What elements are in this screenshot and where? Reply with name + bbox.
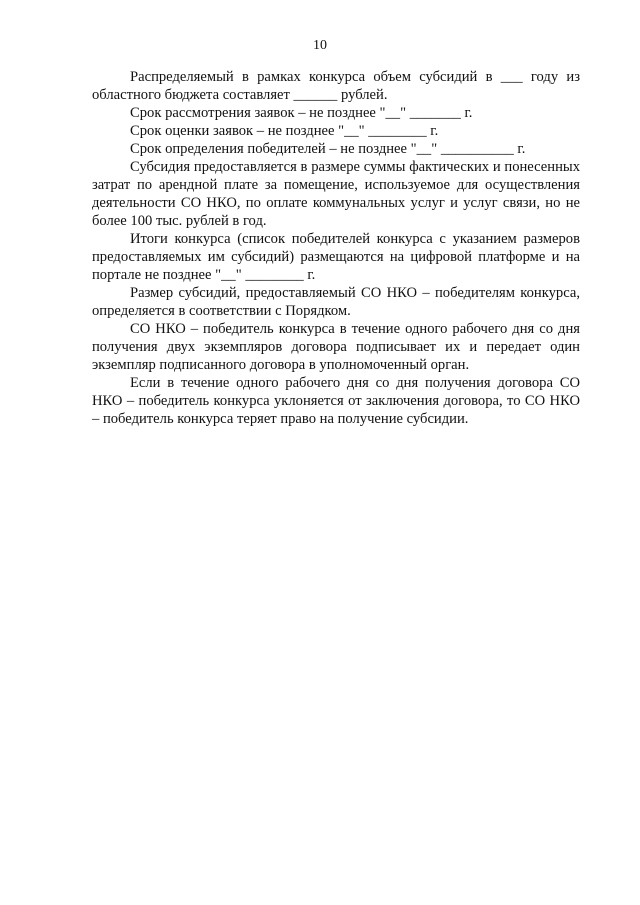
paragraph-subsidy-volume: Распределяемый в рамках конкурса объем субсидий в ___ году из областного бюджета составляет ______ рублей. <box>92 69 580 103</box>
paragraph-results-publication: Итоги конкурса (список победителей конкурса с указанием размеров предоставляемых им субсидий) размещаются на цифровой платформе и на портале не позднее "__" ________ г. <box>92 231 580 283</box>
page-number: 10 <box>313 38 327 53</box>
paragraph-winners-deadline: Срок определения победителей – не позднее "__" __________ г. <box>130 141 526 157</box>
paragraph-contract-signing: СО НКО – победитель конкурса в течение одного рабочего дня со дня получения двух экземпляров договора подписывает их и передает один экземпляр подписанного договора в уполномоченный орган. <box>92 321 580 373</box>
paragraph-subsidy-size: Размер субсидий, предоставляемый СО НКО – победителям конкурса, определяется в соответствии с Порядком. <box>92 285 580 319</box>
paragraph-evaluation-deadline: Срок оценки заявок – не позднее "__" ________ г. <box>130 123 439 139</box>
paragraph-subsidy-amount: Субсидия предоставляется в размере суммы фактических и понесенных затрат по арендной плате за помещение, используемое для осуществления деятельности СО НКО, по оплате коммунальных услуг и услуг связи, но не более 100 тыс. рублей в год. <box>92 159 580 229</box>
paragraph-review-deadline: Срок рассмотрения заявок – не позднее "__" _______ г. <box>130 105 473 121</box>
paragraph-contract-refusal: Если в течение одного рабочего дня со дня получения договора СО НКО – победитель конкурса уклоняется от заключения договора, то СО НКО – победитель конкурса теряет право на получение субсидии. <box>92 375 580 427</box>
document-body <box>92 68 580 428</box>
